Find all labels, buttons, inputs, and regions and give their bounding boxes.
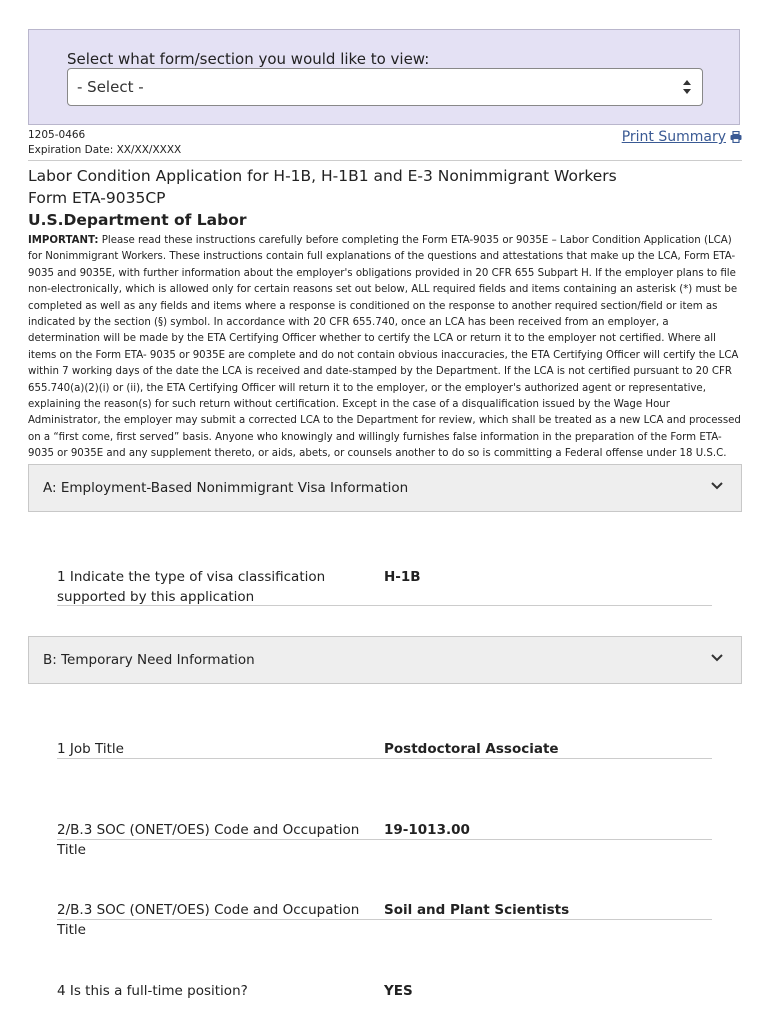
department-name: U.S.Department of Labor — [28, 211, 247, 229]
form-meta — [28, 128, 181, 158]
form-section-selector-panel — [28, 29, 740, 125]
field-soc-code — [57, 820, 712, 858]
field-question: 4 Is this a full-time position? — [57, 983, 248, 999]
important-label: IMPORTANT: — [28, 235, 99, 246]
important-notice — [28, 233, 742, 479]
form-title-block — [28, 165, 617, 231]
selector-label: Select what form/section you would like to view: — [67, 50, 430, 68]
chevron-down-icon — [710, 653, 724, 663]
form-number: Form ETA-9035CP — [28, 189, 166, 207]
print-summary-link[interactable] — [622, 129, 742, 145]
sort-arrows-icon — [682, 79, 692, 95]
field-question: 2/B.3 SOC (ONET/OES) Code and Occupation Title — [57, 902, 360, 938]
field-question: 1 Indicate the type of visa classification supported by this application — [57, 569, 326, 605]
field-answer: 19-1013.00 — [384, 822, 470, 838]
field-answer: H-1B — [384, 569, 421, 585]
header-divider — [28, 160, 742, 161]
chevron-down-icon — [710, 481, 724, 491]
print-summary-label: Print Summary — [621, 129, 726, 145]
expiration-date: Expiration Date: XX/XX/XXXX — [28, 144, 182, 156]
important-text: Please read these instructions carefully before completing the Form ETA-9035 or 9035E – Labor Condition Application (LCA) for Nonimmigrant Workers. These instructions contain full explanations of the questions and attestations that make up the LCA, Form ETA-9035 and 9035E, with further information about the employer's obligations provided in 20 CFR 655 Subpart H. If the employer plans to file non-electronically, which is allowed only for certain reasons set out below, ALL required fields and items containing an asterisk (*) must be completed as well as any fields and items where a response is conditioned on the response to another required section/field or item as indicated by the section (§) symbol. In accordance with 20 CFR 655.740, once an LCA has been received from an employer, a determination will be made by the ETA Certifying Officer whether to certify the LCA or return it to the employer not certified. Where all items on the Form ETA- 9035 or 9035E are complete and do not contain obvious inaccuracies, the ETA Certifying Officer will certify the LCA within 7 working days of the date the LCA is received and date-stamped by the Department. If the LCA is not certified pursuant to 20 CFR 655.740(a)(2)(i) or (ii), the ETA Certifying Officer will return it to the employer, or the employer's authorized agent or representative, explaining the reason(s) for such return without certification. Except in the case of a disqualification issued by the Wage Hour Administrator, the employer may submit a corrected LCA to the Department for review, which shall be treated as a new LCA and processed on a “first come, first served” basis. Anyone who knowingly and willingly furnishes false information in the preparation of the Form ETA- 9035 or 9035E and any supplement thereto, or aids, abets, or counsels another to do so is committing a Federal offense under 18 U.S.C. — [28, 235, 741, 460]
field-occupation-title — [57, 900, 712, 938]
printer-icon — [730, 131, 742, 143]
section-a-header[interactable] — [28, 464, 742, 512]
field-answer: YES — [384, 983, 413, 999]
field-question: 1 Job Title — [57, 741, 124, 757]
section-a-title: A: Employment-Based Nonimmigrant Visa Information — [43, 480, 409, 496]
field-answer: Postdoctoral Associate — [384, 741, 559, 757]
field-question: 2/B.3 SOC (ONET/OES) Code and Occupation Title — [57, 822, 360, 858]
field-full-time — [57, 981, 712, 1001]
field-answer: Soil and Plant Scientists — [384, 902, 570, 918]
section-b-title: B: Temporary Need Information — [43, 652, 255, 668]
select-value: - Select - — [77, 78, 144, 96]
field-visa-classification — [57, 567, 712, 606]
field-job-title — [57, 739, 712, 759]
omb-number: 1205-0466 — [28, 129, 86, 141]
form-section-select[interactable] — [67, 68, 703, 106]
section-b-header[interactable] — [28, 636, 742, 684]
form-title: Labor Condition Application for H-1B, H-1B1 and E-3 Nonimmigrant Workers — [28, 167, 617, 185]
